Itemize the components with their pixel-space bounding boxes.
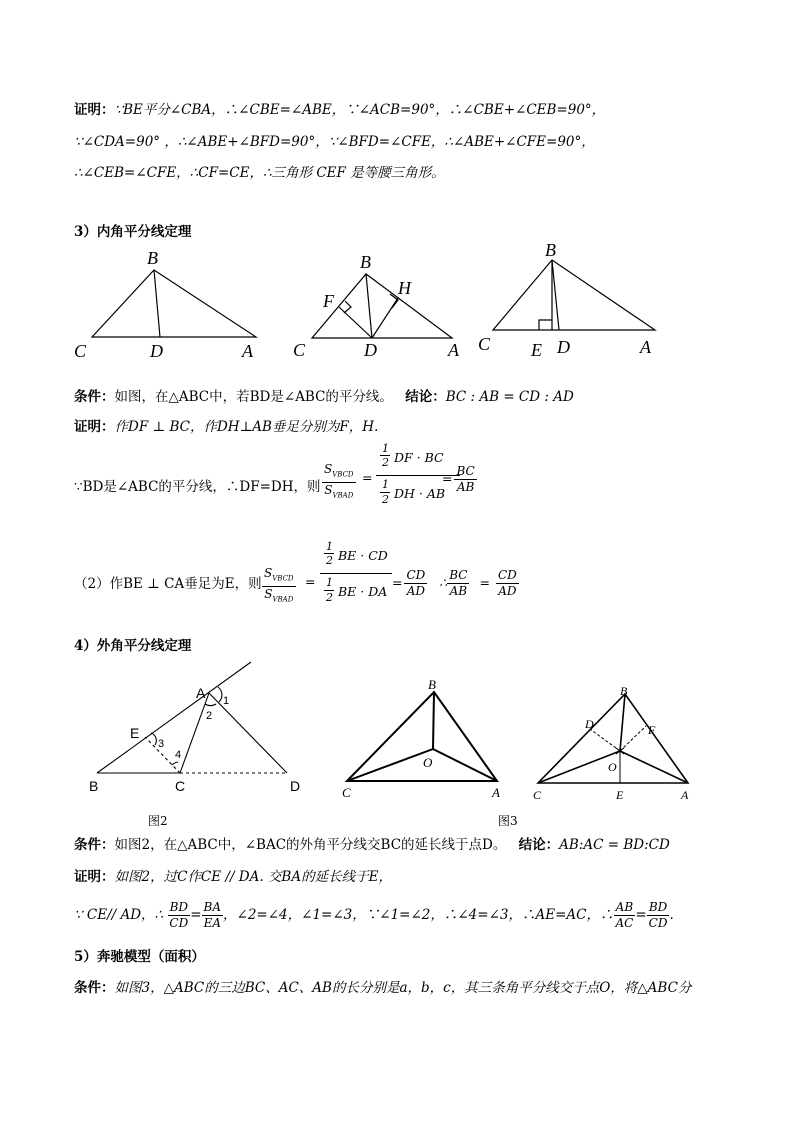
label-E: E <box>531 340 542 360</box>
caption-fig2: 图2 <box>148 814 168 828</box>
heading-benz-model: 5）奔驰模型（面积） <box>74 949 205 965</box>
label-B: B <box>620 684 628 698</box>
label-D: D <box>150 341 163 361</box>
condition-label: 条件： <box>74 389 115 405</box>
label-A: A <box>681 788 689 802</box>
label-A: A <box>492 785 500 800</box>
conclusion-label: 结论： <box>405 389 446 405</box>
condition-line-benz <box>74 976 691 996</box>
proof-line-3: ∴∠CEB=∠CFE，∴CF=CE，∴三角形 CEF 是等腰三角形。 <box>74 165 445 181</box>
label-C: C <box>175 778 186 794</box>
angle-3: 3 <box>158 738 165 750</box>
figure-incenter-b <box>530 683 700 803</box>
figure-inner-bisector-3 <box>475 240 675 360</box>
proof-line-outer <box>74 865 392 885</box>
label-B: B <box>89 778 99 794</box>
label-F: F <box>323 291 334 311</box>
label-B: B <box>147 248 158 268</box>
label-A: A <box>242 341 253 361</box>
proof-line-2: ∵∠CDA=90° ，∴∠ABE+∠BFD=90°，∵∠BFD=∠CFE，∴∠ABE+∠CFE=90°， <box>74 134 595 150</box>
figure-exterior-bisector <box>85 660 315 800</box>
label-B: B <box>545 240 556 260</box>
label-H: H <box>398 278 411 298</box>
angle-4: 4 <box>175 749 182 761</box>
figure-inner-bisector-1 <box>70 245 270 360</box>
area-ratio-1: $\frac{S_{VBCD}}{S_{VBAD}}$ <box>324 462 354 500</box>
label-C: C <box>533 788 542 802</box>
proof-line-outer-2: ∵ CE// AD，∴ $\frac{BD}{CD}$ = $\frac{BA}{EA}$ ，∠2=∠4，∠1=∠3，∵∠1=∠2，∴∠4=∠3，∴AE=AC，∴ $\frac{AB}{AC}$ = $\frac{BD}{CD}$ . <box>74 900 674 930</box>
label-C: C <box>293 340 306 360</box>
condition-text: 如图，在△ABC中，若BD是∠ABC的平分线。 <box>114 389 393 405</box>
conclusion-text: AB:AC = BD:CD <box>559 837 670 853</box>
figure-inner-bisector-2 <box>290 250 470 360</box>
label-E: E <box>130 725 140 741</box>
label-D: D <box>364 340 377 360</box>
label-O: O <box>423 755 433 770</box>
condition-label: 条件： <box>74 980 115 996</box>
label-F: F <box>648 723 656 737</box>
condition-text: 如图2，在△ABC中，∠BAC的外角平分线交BC的延长线于点D。 <box>114 837 507 853</box>
proof-line-1 <box>74 98 605 118</box>
conclusion-text: BC : AB = CD : AD <box>445 389 574 405</box>
heading-outer-bisector: 4）外角平分线定理 <box>74 638 192 654</box>
label-C: C <box>342 785 351 800</box>
proof-label: 证明： <box>74 419 115 435</box>
label-C: C <box>74 341 87 361</box>
condition-line-inner <box>74 385 574 405</box>
label-A: A <box>448 340 459 360</box>
heading-inner-bisector: 3）内角平分线定理 <box>74 224 192 240</box>
proof-text-1: ∵BE平分∠CBA，∴∠CBE=∠ABE，∵∠ACB=90°，∴∠CBE+∠CEB=90°， <box>114 102 606 118</box>
proof-text: 作DF ⊥ BC，作DH⊥AB垂足分别为F，H. <box>114 419 379 435</box>
label-A: A <box>640 337 651 357</box>
proof-label: 证明： <box>74 102 115 118</box>
conclusion-label: 结论： <box>518 837 560 853</box>
angle-1: 1 <box>223 695 230 707</box>
proof-text: 如图2，过C作CE // DA. 交BA的延长线于E， <box>114 869 392 885</box>
proof-step-2: （2）作BE ⊥ CA垂足为E，则 <box>74 576 262 592</box>
condition-text: 如图3，△ABC的三边BC、AC、AB的长分别是a，b，c，其三条角平分线交于点O，将△ABC分 <box>114 980 692 996</box>
angle-2: 2 <box>206 710 213 722</box>
proof-line-inner <box>74 415 378 435</box>
label-E: E <box>616 788 624 802</box>
label-A: A <box>196 685 206 701</box>
caption-fig3: 图3 <box>498 814 518 828</box>
proof-bisector-ratio-text: ∵BD是∠ABC的平分线，∴DF=DH，则 <box>74 479 321 495</box>
label-D: D <box>585 717 594 731</box>
label-B: B <box>428 677 436 692</box>
condition-label: 条件： <box>74 837 115 853</box>
area-ratio-2: $\frac{S_{VBCD}}{S_{VBAD}}$ <box>264 566 294 604</box>
label-C: C <box>478 334 491 354</box>
label-O: O <box>608 760 617 774</box>
figure-incenter-a <box>335 675 515 805</box>
label-D: D <box>557 337 570 357</box>
label-B: B <box>360 252 371 272</box>
proof-label: 证明： <box>74 869 115 885</box>
condition-line-outer <box>74 833 670 853</box>
label-D: D <box>290 778 301 794</box>
